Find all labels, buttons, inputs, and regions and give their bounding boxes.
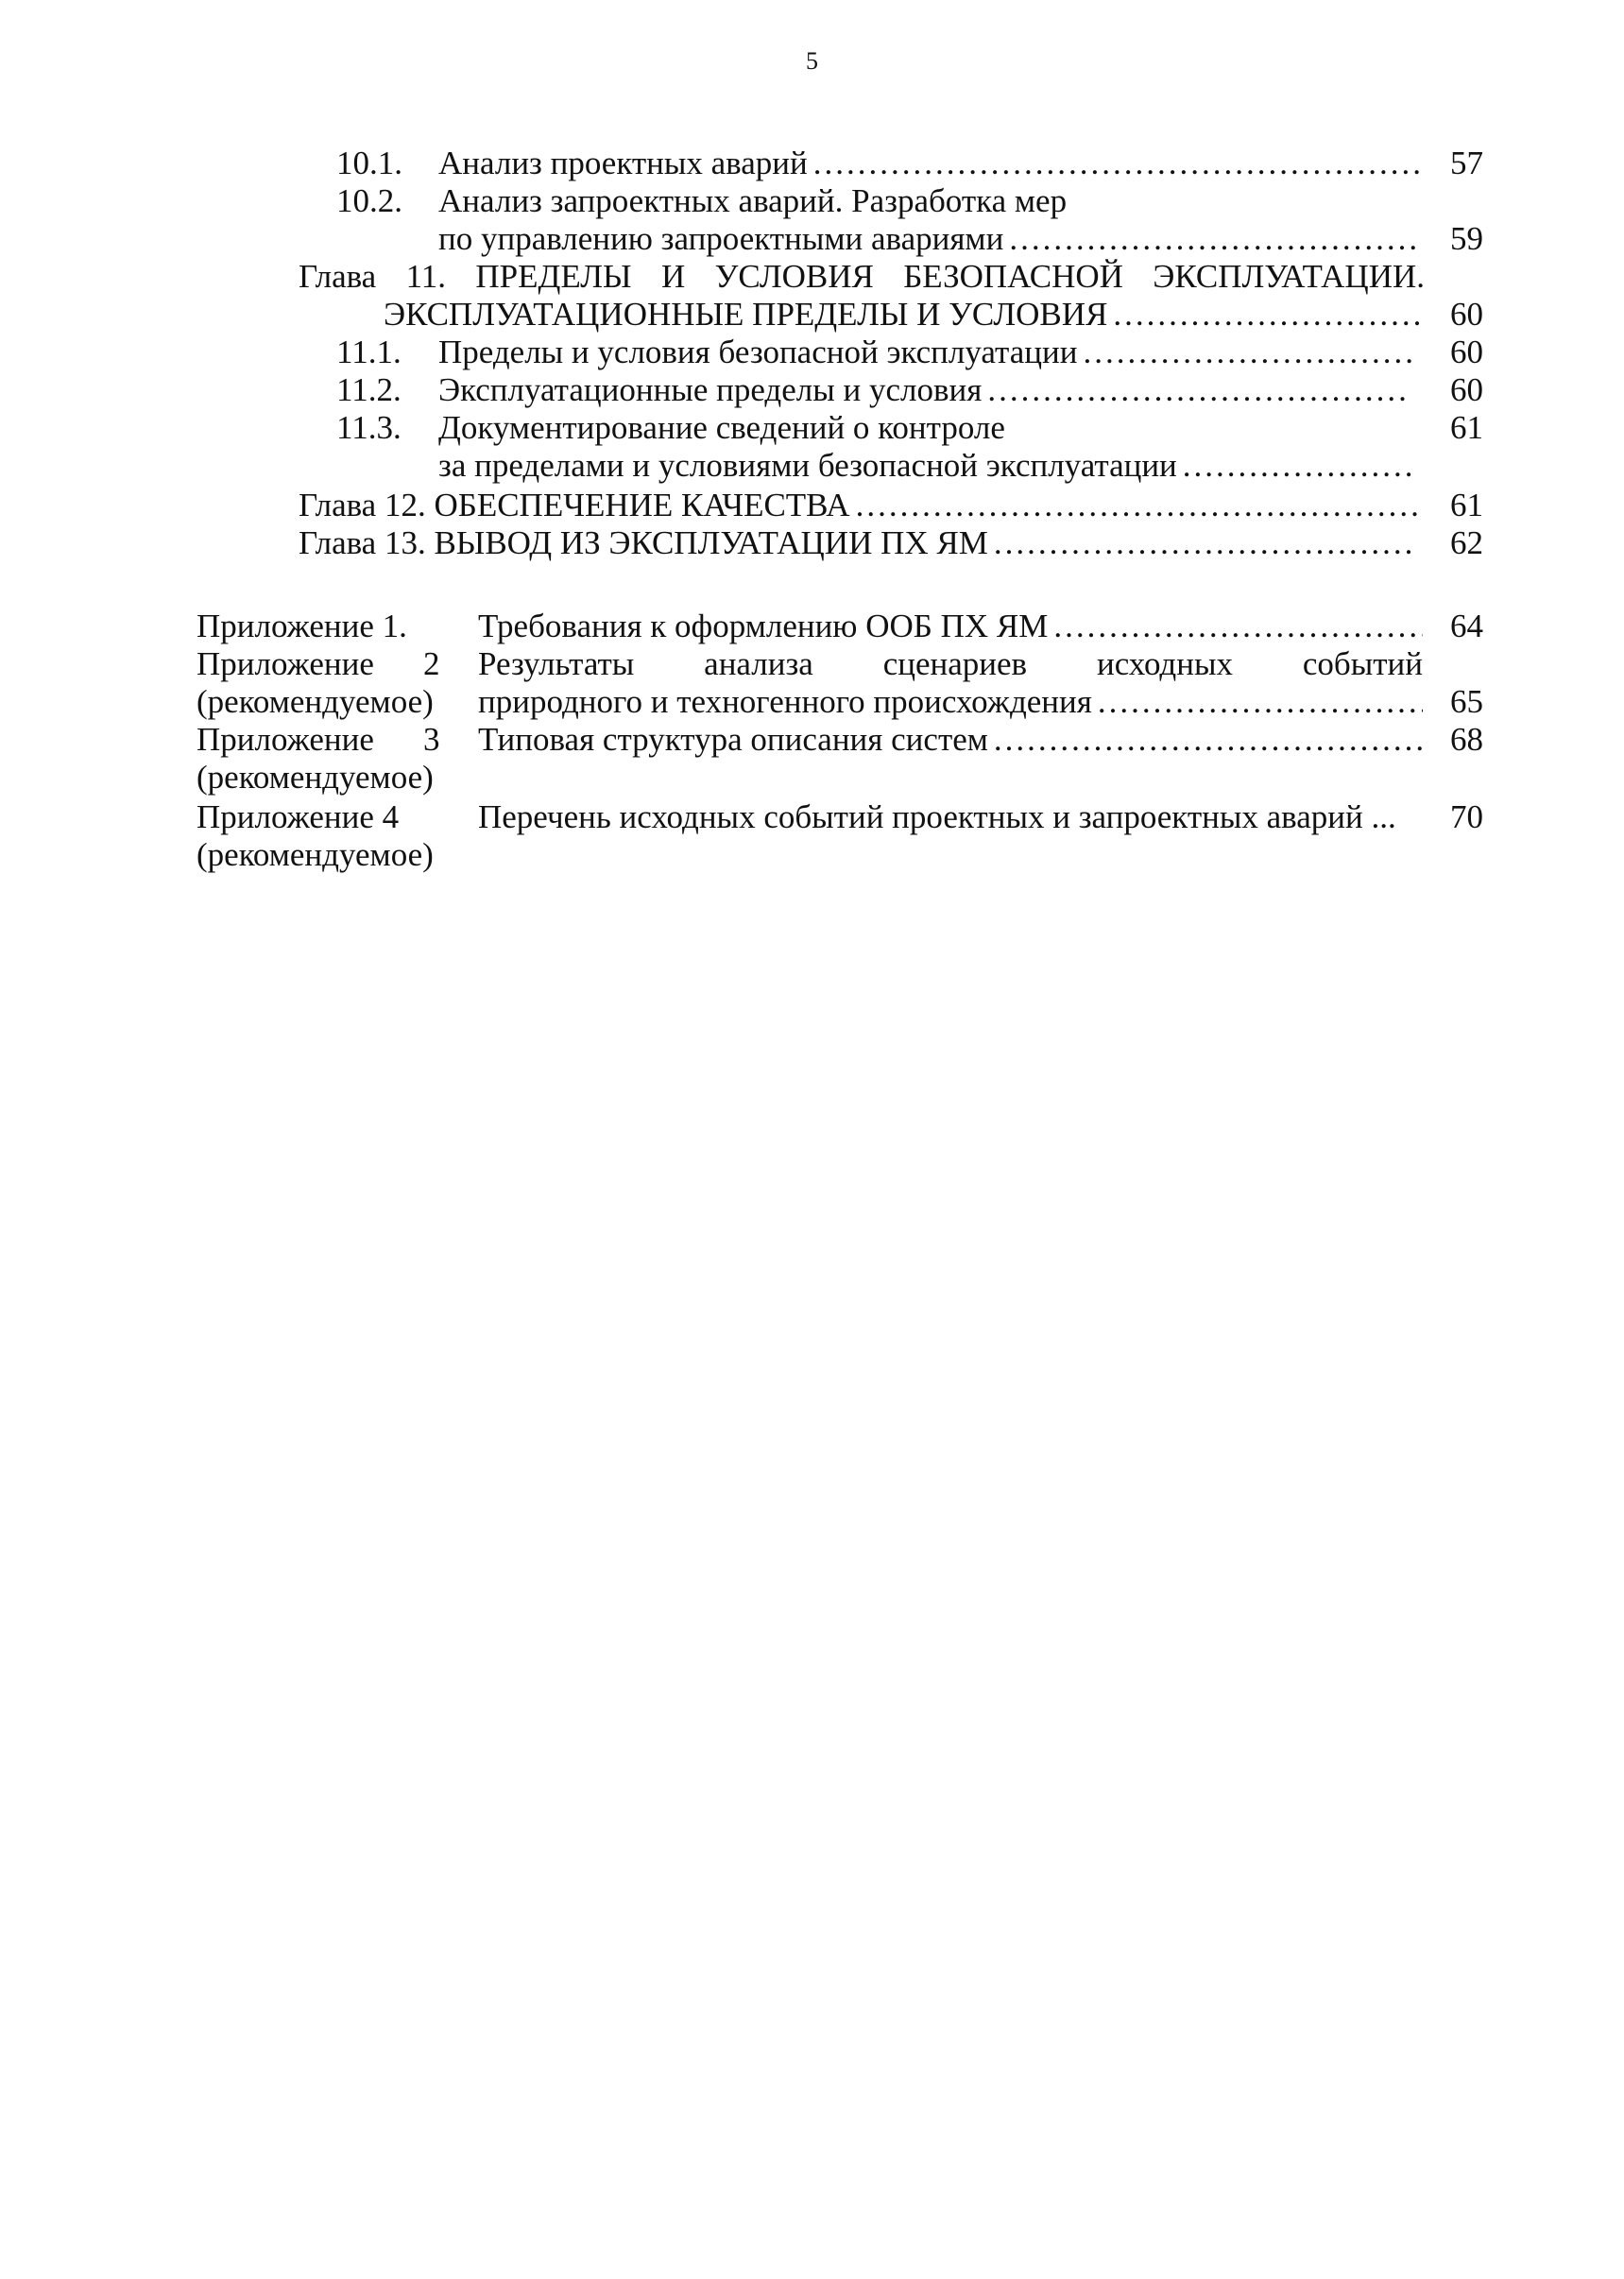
appendix-1-page: 64 [1450, 608, 1483, 644]
toc-chapter-11-line2[interactable] [384, 296, 1423, 334]
toc-num-11-2: 11.2. [336, 371, 402, 408]
dot-leader [988, 524, 1413, 562]
appendix-3-label-num: 3 [423, 721, 440, 758]
toc-item-10-1[interactable] [438, 145, 1421, 182]
toc-page-ch13: 62 [1450, 524, 1483, 561]
toc-page-11-2: 60 [1450, 371, 1483, 408]
toc-title-11-2: Эксплуатационные пределы и условия [438, 371, 983, 408]
dot-leader [1092, 683, 1423, 721]
dot-leader [1003, 220, 1421, 258]
appendix-4-label-note: (рекомендуемое) [197, 836, 434, 873]
appendix-3-page: 68 [1450, 721, 1483, 758]
appendix-2-item-line2[interactable] [478, 683, 1423, 721]
toc-chapter-12-title: Глава 12. ОБЕСПЕЧЕНИЕ КАЧЕСТВА [299, 487, 850, 523]
appendix-3-item[interactable] [478, 721, 1423, 759]
toc-item-11-1[interactable] [438, 334, 1411, 371]
toc-item-11-3-line2[interactable] [438, 447, 1411, 485]
appendix-2-label-word: Приложение [197, 645, 374, 682]
appendix-1-label: Приложение 1. [197, 608, 407, 644]
dot-leader [988, 721, 1423, 759]
dot-leader [1107, 296, 1423, 334]
appendix-1-title: Требования к оформлению ООБ ПХ ЯМ [478, 608, 1049, 644]
appendix-3-label-note: (рекомендуемое) [197, 759, 434, 796]
appendix-4-page: 70 [1450, 798, 1483, 835]
appendix-2-label-num: 2 [423, 645, 440, 682]
toc-chapter-13[interactable] [299, 524, 1413, 562]
toc-page-10-1: 57 [1450, 145, 1483, 181]
dot-leader [1177, 447, 1411, 485]
appendix-3-title: Типовая структура описания систем [478, 721, 988, 758]
appendix-2-title-line2: природного и техногенного происхождения [478, 683, 1092, 720]
appendix-2-page: 65 [1450, 683, 1483, 720]
toc-num-10-2: 10.2. [336, 182, 402, 219]
dot-leader [1048, 608, 1423, 645]
appendix-1-item[interactable] [478, 608, 1423, 645]
dot-leader [850, 487, 1423, 524]
toc-num-11-1: 11.1. [336, 334, 402, 370]
toc-title-10-1: Анализ проектных аварий [438, 145, 808, 181]
toc-chapter-11-title2: ЭКСПЛУАТАЦИОННЫЕ ПРЕДЕЛЫ И УСЛОВИЯ [384, 296, 1108, 333]
toc-title-11-3-line2: за пределами и условиями безопасной эксплуатации [438, 447, 1177, 484]
page-number: 5 [806, 47, 818, 75]
appendix-2-label-note: (рекомендуемое) [197, 683, 434, 720]
toc-chapter-13-title: Глава 13. ВЫВОД ИЗ ЭКСПЛУАТАЦИИ ПХ ЯМ [299, 524, 988, 561]
toc-title-11-1: Пределы и условия безопасной эксплуатации [438, 334, 1078, 370]
dot-leader [1077, 334, 1411, 371]
toc-title-10-2-line1[interactable]: Анализ запроектных аварий. Разработка мер [438, 182, 1068, 219]
toc-page-11-1: 60 [1450, 334, 1483, 370]
toc-page-11-3: 61 [1450, 409, 1483, 446]
dot-leader [982, 371, 1411, 409]
toc-num-11-3: 11.3. [336, 409, 402, 446]
appendix-3-label-word: Приложение [197, 721, 374, 758]
toc-page-ch12: 61 [1450, 487, 1483, 523]
toc-page-ch11: 60 [1450, 296, 1483, 333]
dot-leader [808, 145, 1421, 182]
appendix-4-label: Приложение 4 [197, 798, 400, 835]
toc-chapter-12[interactable] [299, 487, 1423, 524]
toc-item-10-2-line2[interactable] [438, 220, 1421, 258]
toc-chapter-11-line1[interactable]: Глава 11. ПРЕДЕЛЫ И УСЛОВИЯ БЕЗОПАСНОЙ ЭКСПЛУАТАЦИИ. [299, 258, 1425, 295]
toc-item-11-2[interactable] [438, 371, 1411, 409]
appendix-4-title[interactable]: Перечень исходных событий проектных и запроектных аварий ... [478, 798, 1396, 835]
appendix-2-title-line1[interactable]: Результаты анализа сценариев исходных событий [478, 645, 1423, 682]
toc-title-10-2-line2: по управлению запроектными авариями [438, 220, 1004, 257]
toc-num-10-1: 10.1. [336, 145, 402, 181]
toc-title-11-3-line1[interactable]: Документирование сведений о контроле [438, 409, 1005, 446]
toc-page-10-2: 59 [1450, 220, 1483, 257]
